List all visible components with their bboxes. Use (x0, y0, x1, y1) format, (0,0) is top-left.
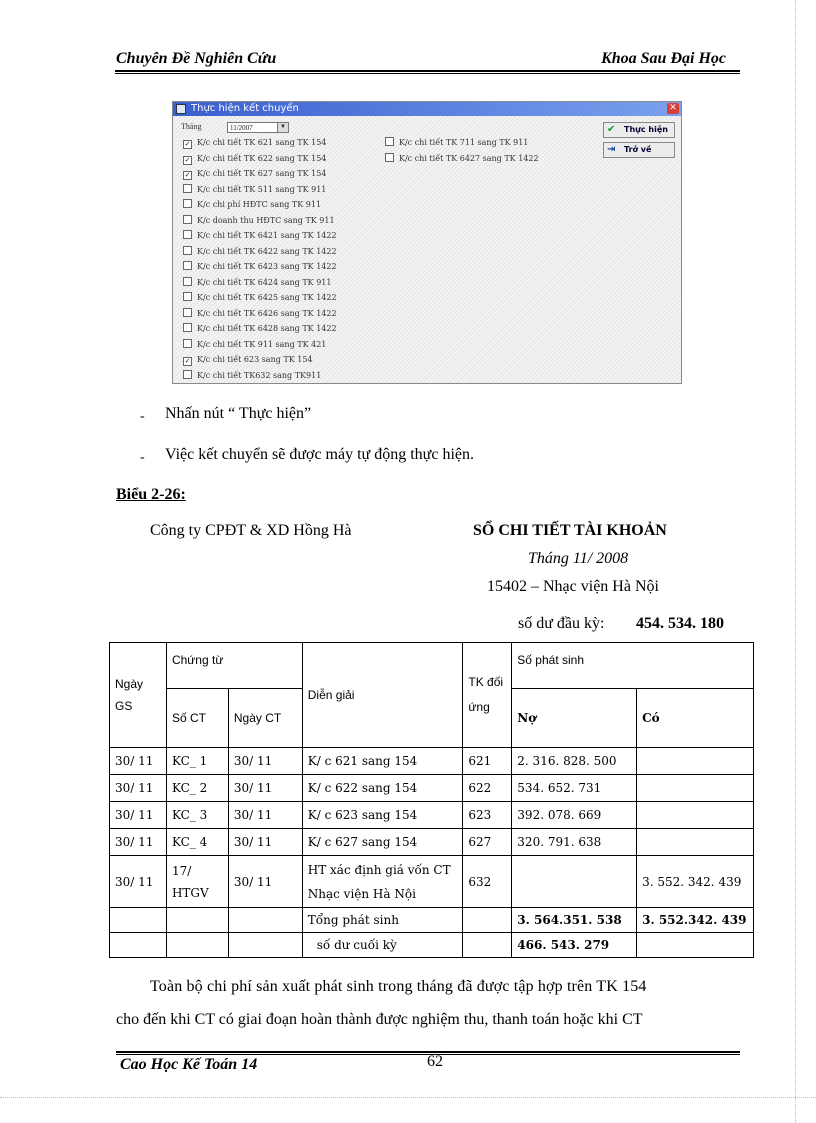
cell-co (637, 775, 754, 802)
checkbox-label: K/c chi tiết TK 711 sang TK 911 (399, 138, 529, 147)
checkbox[interactable] (183, 339, 192, 348)
checkbox-label: K/c doanh thu HĐTC sang TK 911 (197, 215, 335, 225)
ledger-period: Tháng 11/ 2008 (528, 550, 629, 567)
checkbox-label: K/c chi tiết TK 511 sang TK 911 (197, 184, 327, 194)
figure-caption: Biểu 2-26: (116, 486, 186, 503)
checkbox-label: K/c chi tiết TK 6428 sang TK 1422 (197, 324, 337, 333)
checkbox[interactable] (183, 199, 192, 208)
cell-soct: KC_ 1 (166, 748, 228, 775)
cell-ngay: 30/ 11 (110, 829, 167, 856)
kc-dialog (172, 101, 682, 384)
bullet-mark-2: - (140, 450, 145, 465)
col-ngay-ct: Ngày CT (228, 689, 302, 748)
checkbox[interactable] (183, 184, 192, 193)
col-dien-giai: Diễn giải (302, 643, 463, 748)
kc-checkbox-item[interactable] (183, 261, 337, 273)
cell-dg: K/ c 621 sang 154 (302, 748, 463, 775)
checkbox[interactable] (183, 370, 192, 379)
window-icon (176, 104, 186, 114)
ledger-account: 15402 – Nhạc viện Hà Nội (487, 578, 659, 595)
kc-checkbox-item[interactable] (183, 292, 337, 304)
header-rule (115, 70, 740, 72)
total-co: 3. 552.342. 439 (637, 908, 754, 933)
bullet-text-1: Nhấn nút “ Thực hiện” (165, 405, 312, 422)
cell-soct: KC_ 4 (166, 829, 228, 856)
kc-checkbox-item[interactable] (183, 308, 337, 320)
table-row (110, 748, 754, 775)
col-so-phat-sinh: Số phát sinh (512, 643, 754, 689)
checkbox[interactable] (183, 215, 192, 224)
closing-label: số dư cuối kỳ (302, 933, 463, 958)
cell-ngayct: 30/ 11 (228, 802, 302, 829)
kc-checkbox-item[interactable] (183, 168, 326, 180)
col-co: Có (637, 689, 754, 748)
kc-checkbox-item[interactable] (183, 215, 335, 227)
cell-no: 534. 652. 731 (512, 775, 637, 802)
checkbox-label: K/c chi tiết TK 6424 sang TK 911 (197, 277, 332, 287)
header-right: Khoa Sau Đại Học (601, 50, 726, 67)
checkbox-label: K/c chi tiết TK 621 sang TK 154 (197, 138, 327, 147)
cell-co (637, 748, 754, 775)
checkbox[interactable] (385, 153, 394, 162)
checkbox-label: K/c chi tiết TK 6427 sang TK 1422 (399, 153, 539, 163)
checkbox[interactable]: ✓ (184, 171, 191, 179)
execute-button[interactable]: ✔ Thực hiện (603, 122, 675, 138)
kc-checkbox-item[interactable] (183, 370, 321, 382)
cell-ngayct: 30/ 11 (228, 748, 302, 775)
checkbox[interactable] (183, 230, 192, 239)
checkbox[interactable] (183, 261, 192, 270)
cell-soct: KC_ 2 (166, 775, 228, 802)
checkbox-label: K/c chi tiết TK 6421 sang TK 1422 (197, 231, 337, 240)
header-rule-thin (115, 73, 740, 74)
opening-label: số dư đầu kỳ: (518, 615, 605, 632)
paragraph-line-1: Toàn bộ chi phí sản xuất phát sinh trong tháng đã được tập hợp trên TK 154 (150, 978, 647, 995)
bullet-text-2: Việc kết chuyển sẽ được máy tự động thực hiện. (165, 446, 474, 463)
close-icon[interactable]: ✕ (667, 103, 679, 114)
checkbox[interactable] (183, 246, 192, 255)
checkbox-label: K/c chi tiết TK632 sang TK911 (197, 370, 322, 380)
kc-checkbox-item[interactable] (183, 323, 337, 335)
cell-tk: 621 (463, 748, 512, 775)
footer-left: Cao Học Kế Toán 14 (120, 1056, 258, 1073)
exit-door-icon: ⇥ (607, 144, 616, 155)
kc-checkbox-item[interactable] (183, 230, 337, 242)
cell-dg: K/ c 623 sang 154 (302, 802, 463, 829)
col-so-ct: Số CT (166, 689, 228, 748)
kc-checkbox-item[interactable] (183, 184, 326, 196)
dialog-title: Thực hiện kết chuyển (191, 103, 299, 114)
page-number: 62 (427, 1053, 443, 1070)
col-no: Nợ (512, 689, 637, 748)
cell-co (637, 802, 754, 829)
closing-row (110, 933, 754, 958)
cell-tk: 622 (463, 775, 512, 802)
cell-ngay: 30/ 11 (110, 775, 167, 802)
kc-checkbox-item[interactable] (183, 137, 326, 149)
kc-checkbox-item[interactable] (385, 153, 539, 165)
paragraph-line-2: cho đến khi CT có giai đoạn hoàn thành được nghiệm thu, thanh toán hoặc khi CT (116, 1011, 643, 1028)
chevron-down-icon[interactable]: ▼ (277, 123, 288, 132)
kc-checkbox-item[interactable] (183, 153, 326, 165)
checkbox[interactable] (183, 277, 192, 286)
checkbox[interactable]: ✓ (184, 140, 191, 148)
table-row: 30/ 11 17/ HTGV 30/ 11 HT xác định giá vốn CT Nhạc viện Hà Nội 632 3. 552. 342. 439 (110, 856, 754, 908)
checkbox-label: K/c chi tiết TK 627 sang TK 154 (197, 169, 327, 178)
cell-no: 392. 078. 669 (512, 802, 637, 829)
dialog-titlebar (173, 102, 681, 116)
opening-value: 454. 534. 180 (636, 615, 724, 632)
checkbox-label: K/c chi tiết TK 6426 sang TK 1422 (197, 308, 337, 318)
checkbox[interactable]: ✓ (184, 155, 191, 164)
cell-ngayct: 30/ 11 (228, 829, 302, 856)
closing-no: 466. 543. 279 (512, 933, 637, 958)
cell-tk: 623 (463, 802, 512, 829)
table-row (110, 829, 754, 856)
ledger-title: SỔ CHI TIẾT TÀI KHOẢN (473, 522, 667, 539)
cell-ngay: 30/ 11 (110, 748, 167, 775)
cell-soct: KC_ 3 (166, 802, 228, 829)
col-ngay-gs: Ngày GS (110, 643, 167, 748)
cell-no: 2. 316. 828. 500 (512, 748, 637, 775)
cell-ngay: 30/ 11 (110, 802, 167, 829)
bullet-mark-1: - (140, 409, 145, 424)
checkbox-label: K/c chi tiết 623 sang TK 154 (197, 355, 313, 364)
checkbox[interactable] (183, 308, 192, 317)
checkbox-label: K/c chi tiết TK 6423 sang TK 1422 (197, 262, 337, 271)
checkbox-label: K/c chi tiết TK 622 sang TK 154 (197, 153, 327, 163)
checkbox-label: K/c chi phí HĐTC sang TK 911 (197, 200, 322, 209)
month-value: 11/2007 (230, 124, 253, 132)
checkbox-label: K/c chi tiết TK 6422 sang TK 1422 (197, 246, 337, 256)
checkbox[interactable] (385, 137, 394, 146)
kc-checkbox-item[interactable] (183, 246, 337, 258)
kc-checkbox-item[interactable] (183, 339, 326, 351)
month-label: Tháng (181, 122, 202, 131)
kc-checkbox-item[interactable] (183, 277, 331, 289)
cell-no: 320. 791. 638 (512, 829, 637, 856)
table-row (110, 802, 754, 829)
company-name: Công ty CPĐT & XD Hồng Hà (150, 522, 352, 539)
checkbox[interactable]: ✓ (184, 357, 191, 365)
cell-dg: K/ c 627 sang 154 (302, 829, 463, 856)
checkbox-label: K/c chi tiết TK 911 sang TK 421 (197, 339, 327, 349)
checkbox[interactable] (183, 323, 192, 332)
kc-checkbox-item[interactable] (183, 354, 313, 366)
ledger-table (109, 642, 754, 958)
kc-checkbox-item[interactable] (183, 199, 321, 211)
total-row (110, 908, 754, 933)
total-label: Tổng phát sinh (302, 908, 463, 933)
checkbox[interactable] (183, 292, 192, 301)
header-left: Chuyên Đề Nghiên Cứu (116, 50, 277, 67)
cell-dg: K/ c 622 sang 154 (302, 775, 463, 802)
cell-tk: 627 (463, 829, 512, 856)
checkbox-label: K/c chi tiết TK 6425 sang TK 1422 (197, 293, 337, 302)
cell-co (637, 829, 754, 856)
page-edge-dotted-vertical (795, 0, 796, 1123)
table-row (110, 775, 754, 802)
kc-checkbox-item[interactable] (385, 137, 528, 149)
total-no: 3. 564.351. 538 (512, 908, 637, 933)
page-edge-dotted (0, 1097, 816, 1098)
back-button[interactable]: ⇥ Trở về (603, 142, 675, 158)
col-chung-tu: Chứng từ (166, 643, 302, 689)
col-tk-doi-ung: TK đối ứng (463, 643, 512, 748)
checkmark-icon: ✔ (607, 124, 616, 135)
cell-ngayct: 30/ 11 (228, 775, 302, 802)
month-select[interactable] (227, 122, 289, 133)
